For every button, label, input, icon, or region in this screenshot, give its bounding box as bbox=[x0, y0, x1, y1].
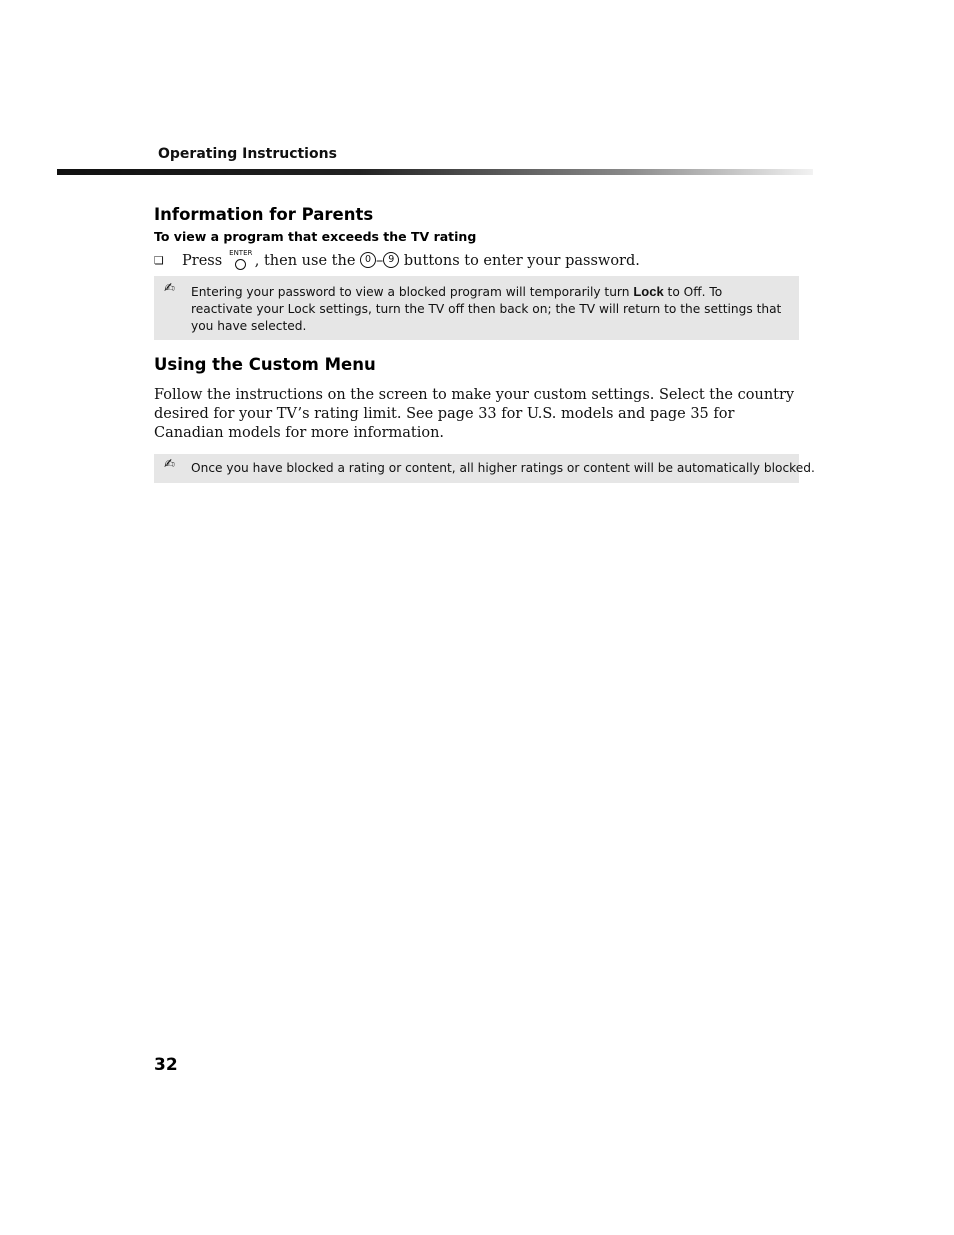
step-dash: – bbox=[376, 253, 384, 269]
lock-keyword: Lock bbox=[633, 284, 664, 299]
step-item bbox=[154, 250, 794, 272]
pencil-note-icon: ✍ bbox=[164, 457, 175, 472]
running-header: Operating Instructions bbox=[158, 146, 337, 162]
page-number: 32 bbox=[154, 1055, 178, 1075]
checkbox-bullet-icon: ❏ bbox=[154, 254, 164, 267]
enter-button-icon bbox=[227, 250, 255, 272]
body-paragraph: Follow the instructions on the screen to make your custom settings. Select the country desired for your TV’s rating limit. See page 33 for U.S. models and page 35 for Canadian models for more information. bbox=[154, 387, 795, 441]
step-press-text: Press bbox=[182, 253, 227, 269]
enter-button-label: ENTER bbox=[229, 249, 253, 257]
step-rest-text: buttons to enter your password. bbox=[399, 253, 640, 269]
note-box-password bbox=[154, 276, 799, 340]
note-text: Entering your password to view a blocked program will temporarily turn Lock to Off. To reactivate your Lock settings, turn the TV off then back on; the TV will return to the settings that you have selected. bbox=[191, 284, 782, 333]
note-text: Once you have blocked a rating or content, all higher ratings or content will be automatically blocked. bbox=[191, 461, 815, 475]
pencil-note-icon: ✍ bbox=[164, 281, 175, 296]
step-text bbox=[182, 250, 640, 272]
header-rule bbox=[57, 169, 813, 175]
section-title-parents: Information for Parents bbox=[154, 205, 374, 224]
number-button-9-icon: 9 bbox=[383, 252, 399, 268]
enter-button-circle bbox=[235, 259, 246, 270]
section-title-custom-menu: Using the Custom Menu bbox=[154, 355, 376, 374]
subsection-title: To view a program that exceeds the TV rating bbox=[154, 229, 477, 244]
note-box-blocked bbox=[154, 454, 815, 483]
step-then-text: , then use the bbox=[254, 253, 361, 269]
number-button-0-icon: 0 bbox=[360, 252, 376, 268]
